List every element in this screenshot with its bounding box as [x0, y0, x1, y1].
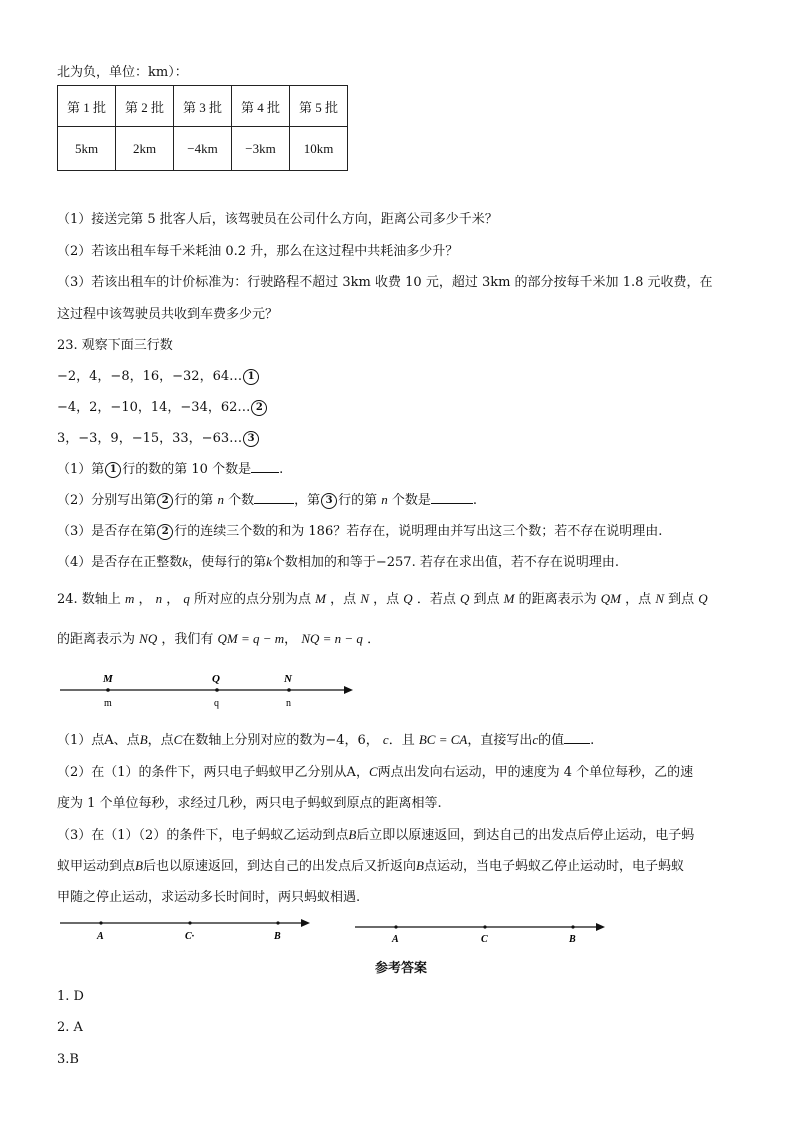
table-cell: −4km [174, 127, 232, 171]
math-var: n [155, 591, 163, 606]
q23-row1 [57, 365, 260, 385]
math-var: B [139, 732, 148, 747]
math-var: k [266, 554, 272, 569]
text: 后也以原速返回，到达自己的出发点后又折返向 [142, 859, 416, 874]
q22-part3-line1: （3）若该出租车的计价标准为：行驶路程不超过 3km 收费 10 元，超过 3km 的部分按每千米加 1.8 元收费，在 [57, 275, 713, 290]
math-var: B [415, 858, 424, 873]
math-var: c [382, 732, 389, 747]
text: . [590, 733, 595, 748]
math-var: c [532, 732, 539, 747]
text: A [346, 765, 356, 780]
q23-row2 [57, 396, 268, 416]
math-var: C [173, 732, 183, 747]
circled-number: 3 [321, 493, 337, 509]
table-header-cell: 第 1 批 [58, 86, 116, 127]
text: . [279, 462, 284, 477]
text: 到点 [668, 592, 695, 607]
axis-label: C [481, 934, 488, 945]
text: （4）是否存在正整数 [57, 555, 183, 570]
text: ，点 [373, 592, 400, 607]
q22-part1: （1）接送完第 5 批客人后，该驾驶员在公司什么方向，距离公司多少千米？ [57, 212, 498, 227]
math-var: n [217, 492, 224, 507]
row-values: −2，4，−8，16，−32，64… [57, 369, 243, 384]
table-header-cell: 第 2 批 [116, 86, 174, 127]
q24-part1 [57, 729, 594, 748]
circled-number: 2 [251, 400, 267, 416]
text: 到点 [473, 592, 500, 607]
axis-point [287, 688, 291, 692]
math-var: M [503, 591, 515, 606]
axis-point [188, 921, 191, 924]
text: 蚁甲运动到点 [57, 859, 136, 874]
number-line-mqn [57, 668, 357, 712]
text: ．且 [388, 733, 415, 748]
answer-blank[interactable] [431, 491, 473, 504]
q23-title: 23. 观察下面三行数 [57, 338, 173, 353]
text: ，点 [330, 592, 357, 607]
text: −4，6， [325, 733, 379, 748]
text: 两点出发向右运动，甲的速度为 4 个单位每秒，乙的速 [377, 765, 694, 780]
math-var: QM [600, 591, 622, 606]
text: 行的数的第 10 个数是 [122, 462, 252, 477]
axis-point [106, 688, 110, 692]
answer-blank[interactable] [254, 491, 294, 504]
math-var: q [183, 591, 190, 606]
axis-point [394, 925, 397, 928]
circled-number: 2 [157, 524, 173, 540]
text: 的距离表示为 [518, 592, 597, 607]
table-cell: 10km [290, 127, 348, 171]
text: . 若存在求出值，若不存在说明理由. [411, 555, 619, 570]
q24-line2: 的距离表示为 NQ ，我们有 QM = q − m， NQ = n − q ． [57, 631, 381, 647]
arrow-head-icon [596, 923, 605, 931]
math-var: C [368, 764, 378, 779]
axis-label-bottom: n [286, 698, 291, 709]
circled-number: 1 [243, 369, 259, 385]
answers-title: 参考答案 [375, 961, 428, 976]
axis-label-bottom: m [104, 698, 112, 709]
axis-label: B [569, 934, 576, 945]
text: 点运动，当电子蚂蚁乙停止运动时，电子蚂蚁 [423, 859, 684, 874]
q24-part2-line2: 度为 1 个单位每秒，求经过几秒，两只电子蚂蚁到原点的距离相等. [57, 796, 442, 811]
text: 个数相加的和等于 [271, 555, 376, 570]
q23-row3 [57, 427, 260, 447]
text: （2）分别写出第 [57, 493, 157, 508]
text: 所对应的点分别为点 [194, 592, 312, 607]
text: ，第 [294, 493, 321, 508]
text: 行的第 [338, 493, 378, 508]
text: 行的第 [174, 493, 214, 508]
axis-label: A [97, 931, 104, 942]
math-var: k [182, 554, 189, 569]
axis-point [99, 921, 102, 924]
batch-distance-table [57, 85, 348, 171]
q22-part2: （2）若该出租车每千米耗油 0.2 升，那么在这过程中共耗油多少升？ [57, 244, 459, 259]
q23-part1 [57, 458, 283, 478]
table-cell: −3km [232, 127, 290, 171]
intro-line: 北为负，单位：km）： [57, 65, 188, 80]
math-var: N [655, 591, 664, 606]
q24-line1: 24. 数轴上 m ， n ， q 所对应的点分别为点 M ，点 N ，点 Q ．若点 Q 到点 M 的距离表示为 QM ，点 N 到点 Q [57, 591, 708, 607]
arrow-head-icon [344, 686, 353, 694]
text: ，使每行的第 [188, 555, 267, 570]
q24-part2-line1 [57, 761, 693, 780]
text: 个数是 [391, 493, 431, 508]
text: 的距离表示为 [57, 632, 136, 647]
table-header-cell: 第 5 批 [290, 86, 348, 127]
text: 行的连续三个数的和为 186？若存在，说明理由并写出这三个数；若不存在说明理由. [174, 524, 663, 539]
axis-label-top: N [284, 673, 292, 685]
text: 、点 [113, 733, 140, 748]
math-var: B [348, 827, 357, 842]
arrow-head-icon [301, 919, 310, 927]
math-var: m [124, 591, 135, 606]
q24-part3-line1 [57, 824, 694, 843]
text: （1）点 [57, 733, 105, 748]
text: 在数轴上分别对应的数为 [182, 733, 326, 748]
number-line-acb-2 [352, 920, 610, 946]
answer-blank[interactable] [251, 460, 279, 473]
math-var: B [135, 858, 143, 873]
q22-part3-line2: 这过程中该驾驶员共收到车费多少元？ [57, 307, 279, 322]
table-header-cell: 第 4 批 [232, 86, 290, 127]
axis-label-bottom: q [214, 698, 219, 709]
axis-point [571, 925, 574, 928]
text: （3）是否存在第 [57, 524, 157, 539]
q24-part3-line2 [57, 855, 684, 874]
axis-label-top: M [103, 673, 113, 685]
table-cell: 2km [116, 127, 174, 171]
math-var: Q [459, 591, 470, 606]
text: ． [367, 632, 381, 647]
text: （2）在（1）的条件下，两只电子蚂蚁甲乙分别从 [57, 765, 347, 780]
answer-item: 2. A [57, 1020, 83, 1035]
row-values: 3，−3，9，−15，33，−63… [57, 431, 243, 446]
text: ，我们有 [161, 632, 214, 647]
text: 的值 [538, 733, 565, 748]
math-var: Q [698, 591, 708, 606]
text: （3）在（1）（2）的条件下，电子蚂蚁乙运动到点 [57, 828, 349, 843]
row-values: −4，2，−10，14，−34，62… [57, 400, 251, 415]
text: ，点 [147, 733, 174, 748]
axis-point [483, 925, 486, 928]
circled-number: 3 [243, 431, 259, 447]
math-var: n [381, 492, 388, 507]
text: ，直接写出 [467, 733, 533, 748]
table-cell: 5km [58, 127, 116, 171]
text: 后立即以原速返回，到达自己的出发点后停止运动，电子蚂 [356, 828, 695, 843]
q23-part2 [57, 489, 477, 509]
math-var: M [315, 591, 327, 606]
math-var: N [360, 591, 369, 606]
math-var: Q [403, 591, 413, 606]
table-header-cell: 第 3 批 [174, 86, 232, 127]
circled-number: 1 [105, 462, 121, 478]
equation: QM = q − m [217, 631, 285, 646]
axis-label: B [274, 931, 281, 942]
axis-point [276, 921, 279, 924]
number-line-acb-1 [57, 914, 315, 944]
equation: BC = CA [418, 732, 468, 747]
answer-blank[interactable] [564, 731, 590, 744]
axis-label-top: Q [212, 673, 220, 685]
circled-number: 2 [157, 493, 173, 509]
equation: NQ = n − q [301, 631, 363, 646]
q24-part3-line3: 甲随之停止运动，求运动多长时间时，两只蚂蚁相遇. [57, 890, 361, 905]
answer-item: 1. D [57, 989, 84, 1004]
q23-part3 [57, 520, 662, 540]
text: 个数 [228, 493, 255, 508]
text: （1）第 [57, 462, 105, 477]
axis-point [215, 688, 219, 692]
text: ，点 [625, 592, 652, 607]
text: −257 [375, 555, 412, 570]
text: ， [355, 765, 369, 780]
axis-label: C· [185, 931, 195, 942]
text: A [104, 733, 114, 748]
axis-label: A [392, 934, 399, 945]
text: 24. 数轴上 [57, 592, 121, 607]
text: ．若点 [416, 592, 456, 607]
answer-item: 3.B [57, 1052, 79, 1067]
math-var: NQ [139, 631, 158, 646]
text: . [472, 493, 478, 508]
q23-part4 [57, 551, 619, 570]
